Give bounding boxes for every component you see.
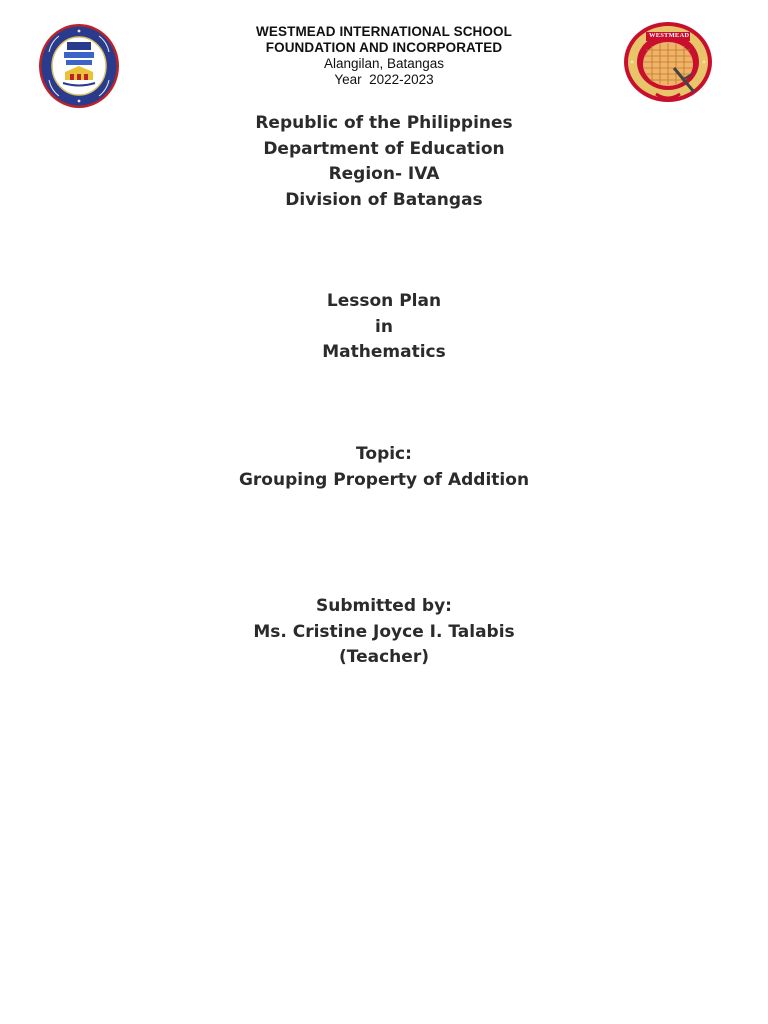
- division-line: Division of Batangas: [285, 189, 483, 210]
- teacher-role: (Teacher): [339, 647, 429, 667]
- teacher-name: Ms. Cristine Joyce I. Talabis: [253, 621, 515, 642]
- school-foundation: FOUNDATION AND INCORPORATED: [265, 40, 503, 55]
- republic-line: Republic of the Philippines: [255, 113, 513, 133]
- region-line: Region- IVA: [328, 164, 440, 184]
- school-header: [200, 24, 568, 88]
- westmead-seal-gold-icon: [622, 22, 714, 106]
- school-name: WESTMEAD INTERNATIONAL SCHOOL: [256, 24, 512, 39]
- lesson-plan-subject: Mathematics: [322, 342, 446, 362]
- school-year: Year 2022-2023: [334, 72, 434, 87]
- school-seal-blue-icon: [37, 22, 121, 110]
- westmead-seal-text: WESTMEAD: [649, 32, 690, 39]
- department-line: Department of Education: [263, 138, 505, 159]
- lesson-plan-in: in: [375, 316, 393, 337]
- government-block: [0, 111, 768, 213]
- topic-title: Grouping Property of Addition: [238, 469, 530, 490]
- topic-label: Topic:: [356, 444, 412, 464]
- submission-block: [0, 594, 768, 671]
- submitted-by-label: Submitted by:: [316, 596, 452, 616]
- topic-block: [0, 442, 768, 493]
- lesson-plan-block: [0, 289, 768, 366]
- lesson-plan-title: Lesson Plan: [326, 291, 442, 311]
- school-address: Alangilan, Batangas: [323, 56, 445, 71]
